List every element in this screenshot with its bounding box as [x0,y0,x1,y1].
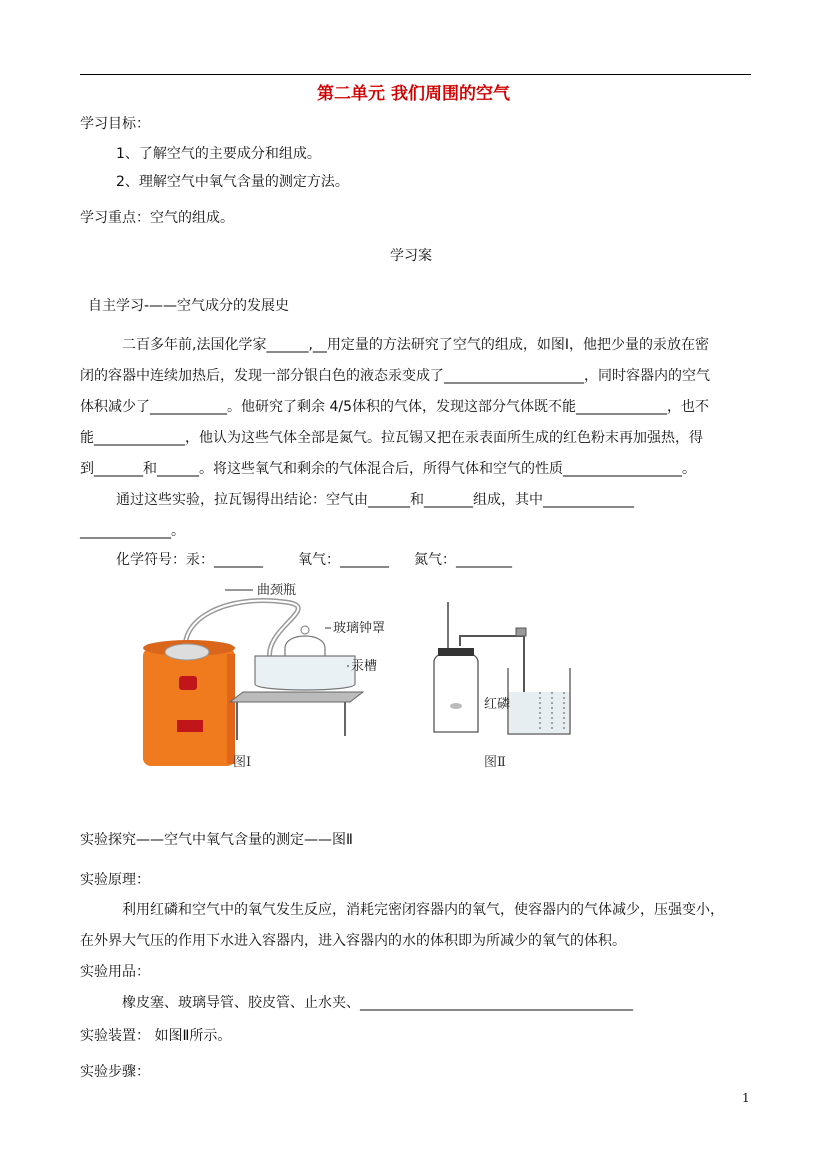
paragraph-line: 二百多年前,法国化学家______,__用定量的方法研究了空气的组成，如图Ⅰ，他把少量的汞放在密 [122,337,710,353]
figure-2 [420,596,580,776]
figure-2-caption: 图Ⅱ [484,755,506,770]
materials-line: 橡皮塞、玻璃导管、胶皮管、止水夹、_______________________________________ [122,995,633,1011]
page-title: 第二单元 我们周围的空气 [317,84,510,104]
apparatus-line: 实验装置： 如图Ⅱ所示。 [80,1028,232,1044]
self-study-heading: 自主学习-——空气成分的发展史 [88,298,290,314]
symbols-mercury: 化学符号：汞：_______ [116,552,263,568]
principle-line: 在外界大气压的作用下水进入容器内，进入容器内的水的体积即为所减少的氧气的体积。 [80,933,626,949]
case-title: 学习案 [390,248,432,264]
label-retort: 曲颈瓶 [257,583,297,598]
paragraph-line: 到_______和______。将这些氧气和剩余的气体混合后，所得气体和空气的性质_________________。 [80,461,696,477]
label-red-phosphorus: 红磷 [484,697,511,712]
goal-item: 1、了解空气的主要成分和组成。 [116,146,321,162]
page-number: 1 [742,1091,750,1105]
symbols-oxygen: 氧气：_______ [298,552,389,568]
paragraph-line: 能_____________，他认为这些气体全部是氮气。拉瓦锡又把在汞表面所生成的红色粉末再加强热，得 [80,430,703,446]
goal-item: 2、理解空气中氧气含量的测定方法。 [116,174,349,190]
figure-1-caption: 图Ⅰ [233,755,252,770]
table-icon [230,692,363,702]
header-rule [80,74,751,75]
paragraph-line: 体积减少了___________。他研究了剩余 4/5体积的气体，发现这部分气体既不能_____________，也不 [80,399,709,415]
steps-heading: 实验步骤： [80,1064,150,1080]
principle-line: 利用红磷和空气中的氧气发生反应，消耗完密闭容器内的氧气，使容器内的气体减少，压强变小， [122,902,724,918]
conclusion-line: 通过这些实验，拉瓦锡得出结论：空气由______和_______组成，其中_____________ [116,492,634,508]
paragraph-line: 闭的容器中连续加热后，发现一部分银白色的液态汞变成了____________________，同时容器内的空气 [80,368,710,384]
flask-icon [434,652,478,732]
symbols-nitrogen: 氮气：________ [414,552,512,568]
materials-heading: 实验用品： [80,964,150,980]
label-trough: 汞槽 [351,659,378,674]
furnace-icon [143,648,235,766]
label-bell-jar: 玻璃钟罩 [333,621,386,636]
mercury-trough-icon [255,656,355,690]
principle-heading: 实验原理： [80,872,150,888]
goals-heading: 学习目标： [80,116,150,132]
figure-1 [135,580,395,780]
explore-heading: 实验探究——空气中氧气含量的测定——图Ⅱ [80,832,353,848]
key-point: 学习重点：空气的组成。 [80,210,234,226]
conclusion-line: _____________。 [80,523,185,539]
